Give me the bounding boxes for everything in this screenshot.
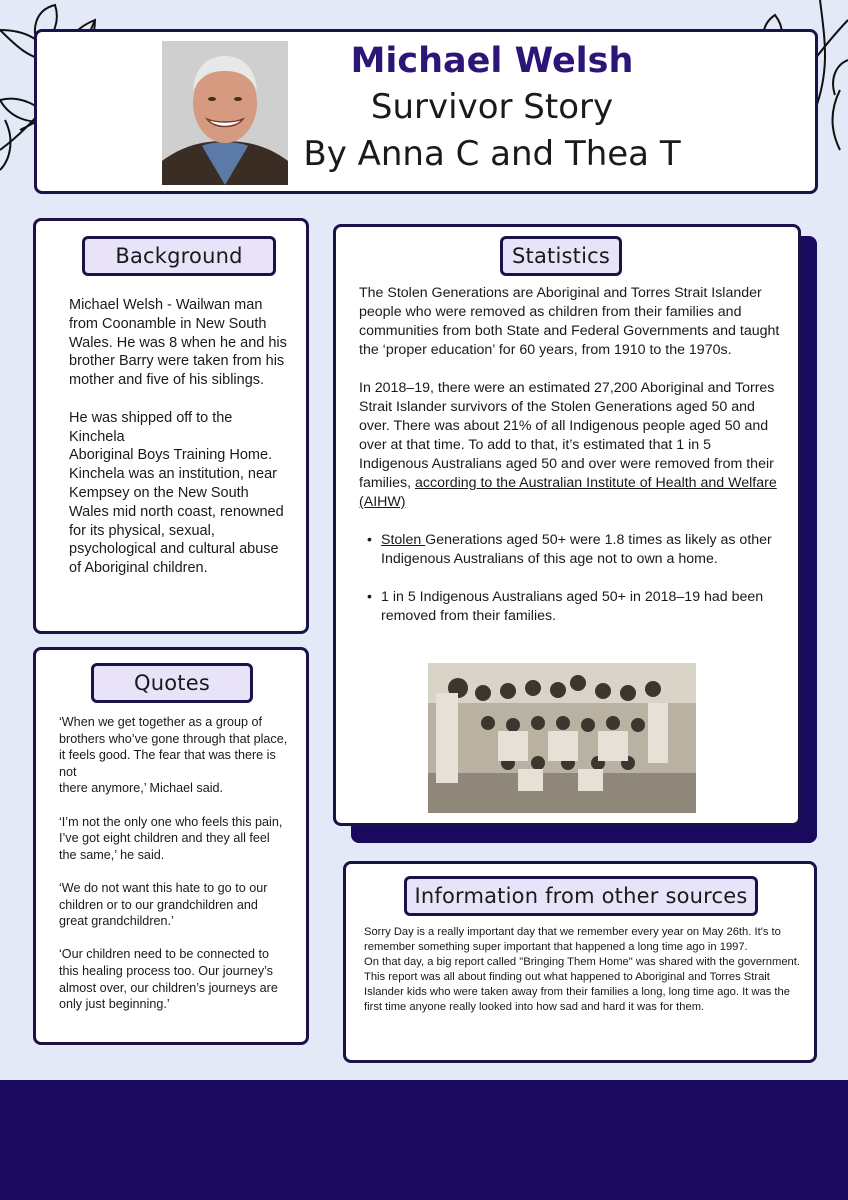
statistics-heading: Statistics	[500, 236, 622, 276]
aihw-source-link[interactable]: according to the Australian Institute of Health and Welfare (AIHW)	[359, 475, 777, 510]
information-card	[343, 861, 817, 1063]
background-paragraph: Michael Welsh - Wailwan man from Coonamble in New South Wales. He was 8 when he and his brother Barry were taken from his mother and five of his siblings.	[69, 297, 287, 389]
bullet-text: Generations aged 50+ were 1.8 times as likely as other Indigenous Australians of this age not to own a home.	[381, 532, 772, 567]
portrait-photo	[162, 41, 288, 185]
quote: ‘Our children need to be connected to this healing process too. Our journey’s almost over, our children’s journeys are only just beginning.’	[59, 947, 278, 1012]
quotes-text	[59, 714, 289, 1013]
stolen-link[interactable]: Stolen	[381, 532, 426, 548]
background-text-line: He was shipped off to the Kinchela	[69, 409, 233, 445]
quote: ‘We do not want this hate to go to our children or to our grandchildren and great grandchildren.’	[59, 880, 268, 929]
statistics-text	[359, 284, 781, 645]
list-item: • 1 in 5 Indigenous Australians aged 50+ in 2018–19 had been removed from their families.	[381, 588, 781, 626]
statistics-paragraph-text: In 2018–19, there were an estimated 27,200 Aboriginal and Torres Strait Islander survivors of the Stolen Generations aged 50 and over. There was about 21% of all Indigenous people aged 50 and over at that time. To add to that, it’s estimated that 1 in 5 Indigenous Australians aged 50 and over were removed from their families,	[359, 380, 775, 491]
quote-line: it feels good. The fear that was there is not	[59, 748, 276, 779]
information-text	[364, 925, 804, 1016]
statistics-paragraph	[359, 379, 781, 512]
quote-line: ‘When we get together as a group of brothers who’ve gone through that place,	[59, 715, 288, 746]
header-card	[34, 29, 818, 194]
historical-group-photo	[428, 663, 696, 813]
background-paragraph	[69, 409, 291, 578]
background-heading: Background	[82, 236, 276, 276]
background-text	[69, 296, 291, 578]
statistics-paragraph: The Stolen Generations are Aboriginal and Torres Strait Islander people who were removed as children from their families and communities from both State and Federal Governments and taught the ‘proper education’ for 60 years, from 1910 to the 1970s.	[359, 285, 780, 358]
statistics-card	[333, 224, 801, 826]
list-item	[381, 531, 781, 569]
title-name: Michael Welsh	[350, 41, 634, 81]
title-subtitle: Survivor Story	[370, 87, 614, 127]
quote: ‘I’m not the only one who feels this pain, I’ve got eight children and they all feel the same,’ he said.	[59, 814, 283, 862]
background-text-line: Aboriginal Boys Training Home. Kinchela was an institution, near Kempsey on the New South Wales mid north coast, renowned for its physical, sexual, psychological and cultural abuse of Aboriginal children.	[69, 447, 284, 577]
information-heading: Information from other sources	[404, 876, 758, 916]
quotes-heading: Quotes	[91, 663, 253, 703]
background-card	[33, 218, 309, 634]
title-byline: By Anna C and Thea T	[303, 134, 681, 174]
information-paragraph: Sorry Day is a really important day that we remember every year on May 26th. It's to remember something super important that happened a long time ago in 1997.	[364, 926, 781, 954]
statistics-bullet-list	[359, 531, 781, 626]
quotes-card	[33, 647, 309, 1045]
footer-bar	[0, 1080, 848, 1200]
quote	[59, 714, 289, 797]
information-paragraph: On that day, a big report called "Bringing Them Home" was shared with the government. This report was all about finding out what happened to Aboriginal and Torres Strait Islander kids who were taken away from their families a long, long time ago. It was the first time anyone really looked into how sad and hard it was for them.	[364, 956, 800, 1014]
quote-line: there anymore,’ Michael said.	[59, 781, 224, 796]
